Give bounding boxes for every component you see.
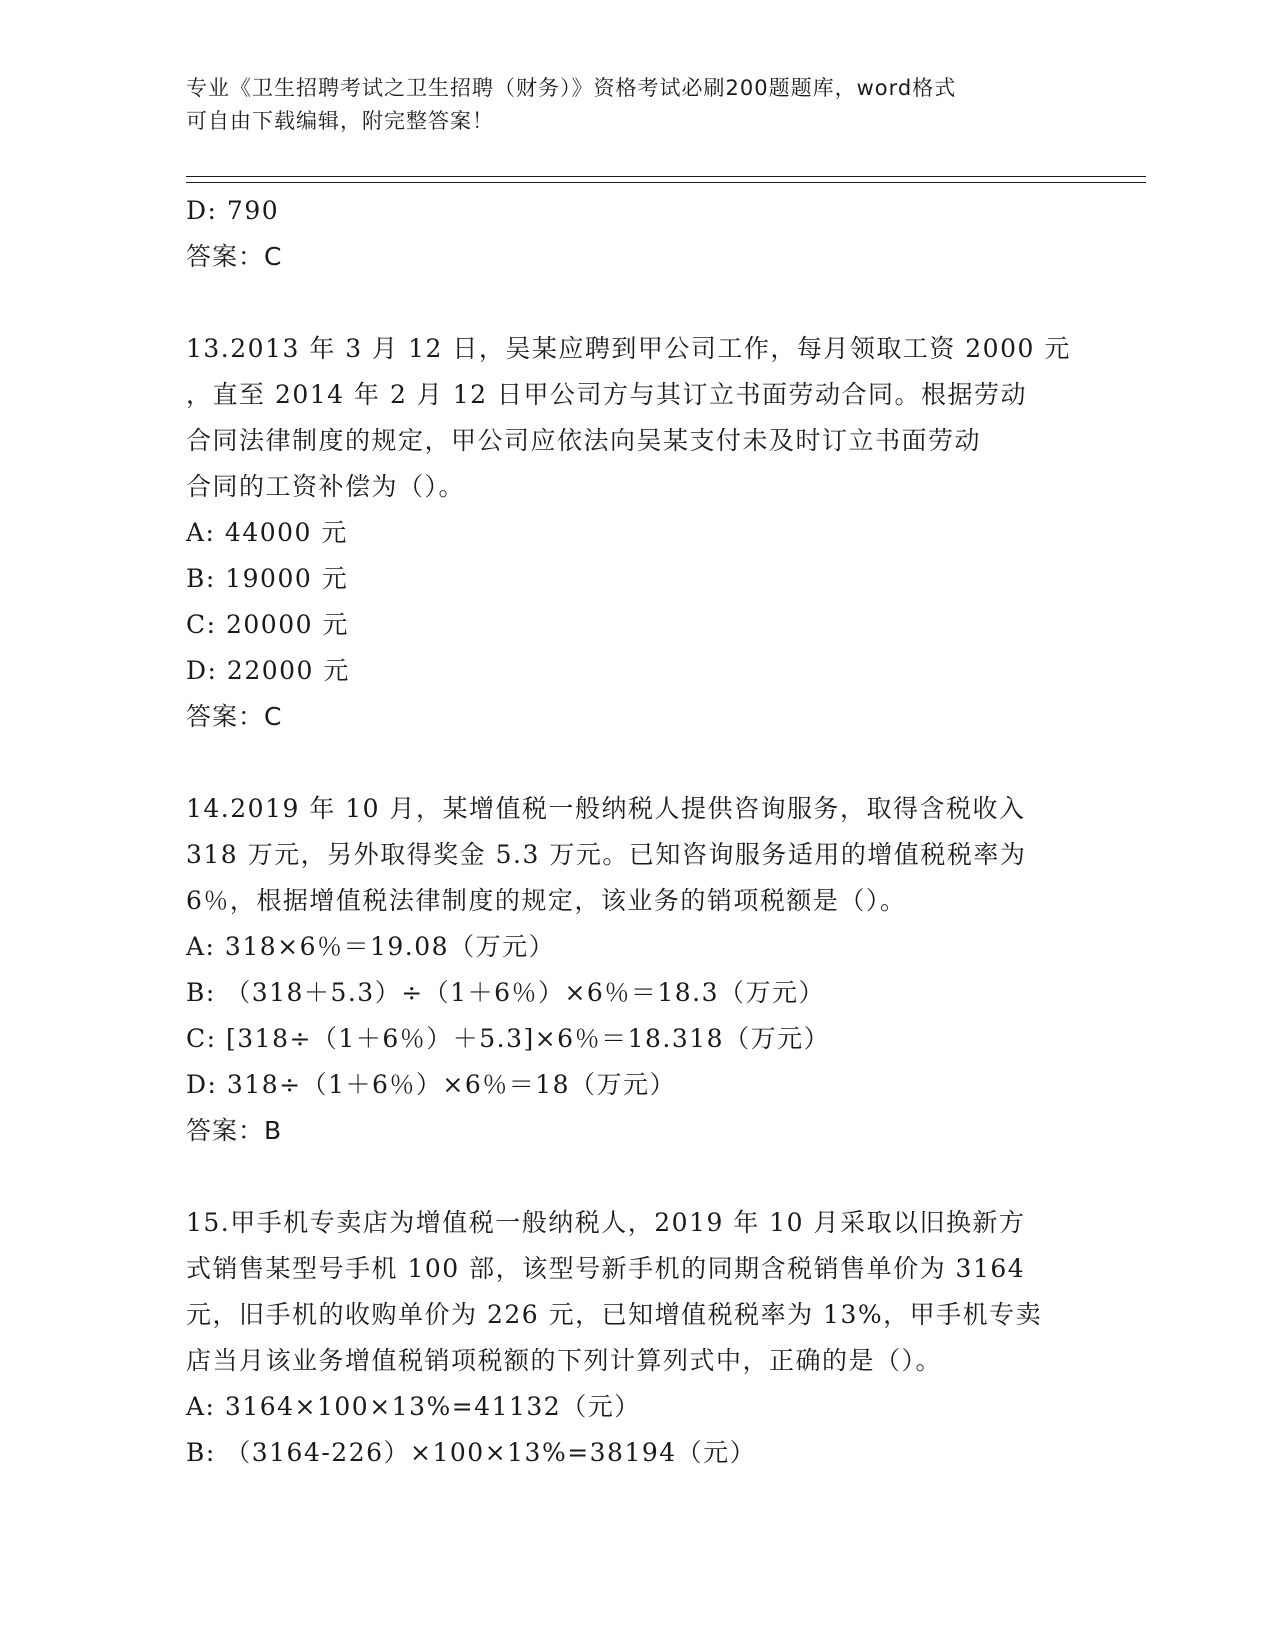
q13-stem-line: 13.2013 年 3 月 12 日，吴某应聘到甲公司工作，每月领取工资 2000 元 [186,334,1071,363]
q13-stem-line: 合同法律制度的规定，甲公司应依法向吴某支付未及时订立书面劳动 [186,426,982,455]
header-line-1: 专业《卫生招聘考试之卫生招聘（财务）》资格考试必刷200题题库，word格式 [186,76,957,100]
question-15 [186,1200,1086,1476]
spacer [186,740,1086,786]
question-14 [186,786,1086,1154]
q13-option-a: A: 44000 元 [186,518,348,547]
q14-answer: 答案：B [186,1116,283,1145]
q15-option-b: B: （3164-226）×100×13%=38194（元） [186,1438,757,1467]
q14-stem-line: 318 万元，另外取得奖金 5.3 万元。已知咨询服务适用的增值税税率为 [186,840,1027,869]
q15-option-a: A: 3164×100×13%=41132（元） [186,1392,641,1421]
question-13 [186,326,1086,740]
q13-stem-line: 合同的工资补偿为（）。 [186,472,466,501]
q13-option-c: C: 20000 元 [186,610,349,639]
q13-stem-line: ，直至 2014 年 2 月 12 日甲公司方与其订立书面劳动合同。根据劳动 [186,380,1028,409]
q15-stem-line: 式销售某型号手机 100 部，该型号新手机的同期含税销售单价为 3164 [186,1254,1026,1283]
q13-option-d: D: 22000 元 [186,656,350,685]
document-header [186,72,1076,138]
spacer [186,1154,1086,1200]
q14-stem-line: 14.2019 年 10 月，某增值税一般纳税人提供咨询服务，取得含税收入 [186,794,1026,823]
header-rule-bottom [186,182,1146,183]
q14-option-a: A: 318×6％＝19.08（万元） [186,932,556,961]
q13-answer: 答案：C [186,702,283,731]
q15-stem-line: 店当月该业务增值税销项税额的下列计算列式中，正确的是（）。 [186,1346,943,1375]
header-line-2: 可自由下载编辑，附完整答案！ [186,109,494,133]
q14-option-d: D: 318÷（1＋6％）×6％＝18（万元） [186,1070,677,1099]
document-body [186,188,1086,1476]
prev-answer: 答案：C [186,242,283,271]
header-rule-top [186,176,1146,177]
q13-option-b: B: 19000 元 [186,564,349,593]
q15-stem-line: 15.甲手机专卖店为增值税一般纳税人，2019 年 10 月采取以旧换新方 [186,1208,1026,1237]
q15-stem-line: 元，旧手机的收购单价为 226 元，已知增值税税率为 13%，甲手机专卖 [186,1300,1043,1329]
q14-option-c: C: [318÷（1＋6％）＋5.3]×6％＝18.318（万元） [186,1024,831,1053]
spacer [186,280,1086,326]
q14-option-b: B: （318＋5.3）÷（1＋6％）×6％＝18.3（万元） [186,978,825,1007]
prev-option-d: D: 790 [186,196,280,225]
q14-stem-line: 6％，根据增值税法律制度的规定，该业务的销项税额是（）。 [186,886,907,915]
